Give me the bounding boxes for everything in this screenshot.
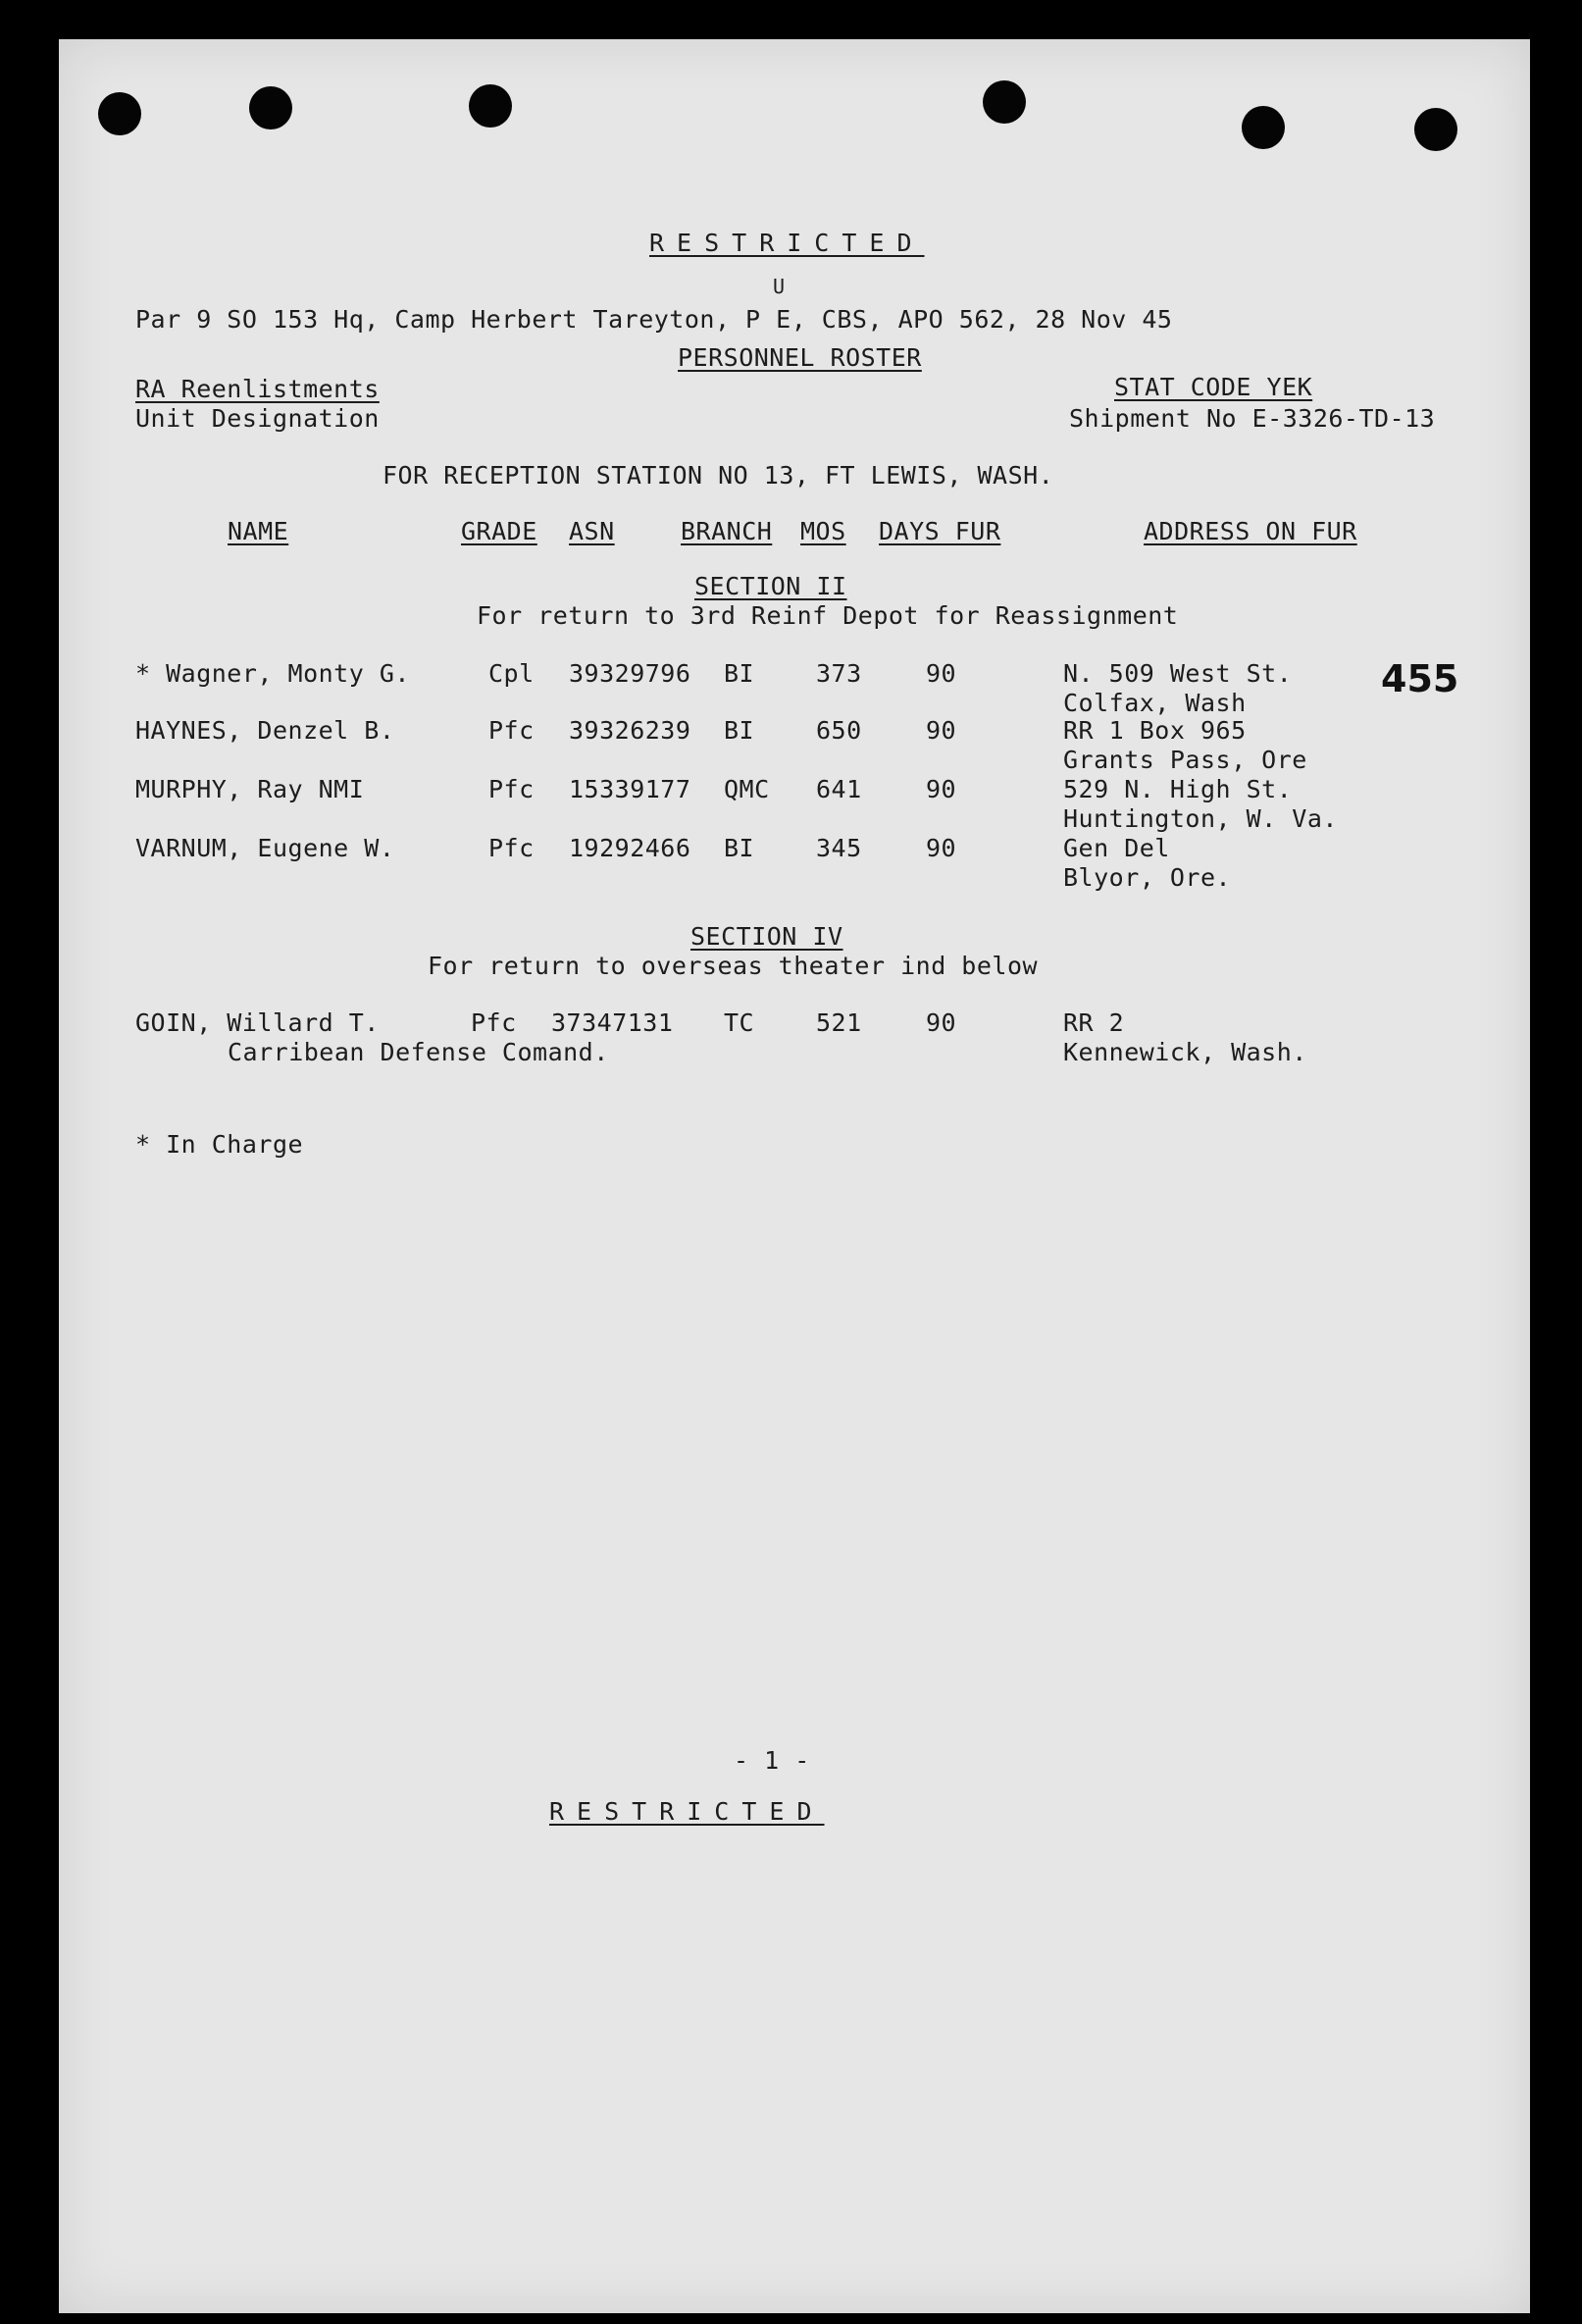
column-header-mos: MOS: [800, 517, 846, 545]
column-header-asn: ASN: [569, 517, 615, 545]
table-row-address-line1: 529 N. High St.: [1063, 775, 1293, 803]
unit-label: Unit Designation: [135, 404, 380, 433]
table-row-grade: Cpl: [488, 659, 535, 688]
column-header-days-fur: DAYS FUR: [879, 517, 1001, 545]
table-row-mos: 373: [816, 659, 862, 688]
section-ii-title: SECTION II: [694, 572, 847, 600]
table-row-grade: Pfc: [488, 775, 535, 803]
classification-bottom: RESTRICTED: [549, 1797, 825, 1826]
column-header-grade: GRADE: [461, 517, 537, 545]
table-row-address-line2: Kennewick, Wash.: [1063, 1038, 1307, 1066]
punch-hole: [469, 84, 512, 128]
table-row-days: 90: [926, 716, 957, 745]
table-row-branch: QMC: [724, 775, 770, 803]
table-row-address-line1: RR 1 Box 965: [1063, 716, 1247, 745]
footnote: * In Charge: [135, 1130, 304, 1159]
table-row-branch: BI: [724, 659, 755, 688]
punch-hole: [1414, 108, 1457, 151]
document-page: [59, 39, 1530, 2313]
table-row-address-line2: Huntington, W. Va.: [1063, 804, 1338, 833]
table-row-days: 90: [926, 775, 957, 803]
roster-title: PERSONNEL ROSTER: [678, 343, 922, 372]
table-row-address-line2: Blyor, Ore.: [1063, 863, 1232, 892]
classification-top: RESTRICTED: [649, 229, 925, 257]
table-row-mos: 641: [816, 775, 862, 803]
table-row-branch: TC: [724, 1008, 755, 1037]
section-iv-subtitle: For return to overseas theater ind below: [428, 952, 1039, 980]
table-row-name: GOIN, Willard T.: [135, 1008, 380, 1037]
table-row-grade: Pfc: [488, 834, 535, 862]
destination-line: FOR RECEPTION STATION NO 13, FT LEWIS, WASH.: [383, 461, 1054, 490]
page-number: - 1 -: [734, 1746, 810, 1775]
punch-hole: [98, 92, 141, 135]
order-line: Par 9 SO 153 Hq, Camp Herbert Tareyton, P E, CBS, APO 562, 28 Nov 45: [135, 305, 1173, 334]
table-row-name: * Wagner, Monty G.: [135, 659, 410, 688]
table-row-days: 90: [926, 1008, 957, 1037]
table-row-branch: BI: [724, 716, 755, 745]
table-row-asn: 39329796: [569, 659, 691, 688]
table-row-asn: 15339177: [569, 775, 691, 803]
unit-name: RA Reenlistments: [135, 375, 380, 403]
punch-hole: [1242, 106, 1285, 149]
table-row-name: VARNUM, Eugene W.: [135, 834, 395, 862]
table-row-grade: Pfc: [488, 716, 535, 745]
table-row-address-line1: N. 509 West St.: [1063, 659, 1293, 688]
table-row-address-line2: Colfax, Wash: [1063, 689, 1247, 717]
table-row-asn: 39326239: [569, 716, 691, 745]
shipment-number: Shipment No E-3326-TD-13: [1069, 404, 1436, 433]
table-row-asn: 37347131: [551, 1008, 674, 1037]
table-row-asn: 19292466: [569, 834, 691, 862]
table-row-name: HAYNES, Denzel B.: [135, 716, 395, 745]
punch-hole: [249, 86, 292, 129]
table-row-address-line1: Gen Del: [1063, 834, 1170, 862]
table-row-days: 90: [926, 659, 957, 688]
order-mark: U: [773, 275, 786, 298]
table-row-address-line2: Grants Pass, Ore: [1063, 746, 1307, 774]
table-row-mos: 345: [816, 834, 862, 862]
table-row-mos: 521: [816, 1008, 862, 1037]
table-row-days: 90: [926, 834, 957, 862]
stamp-number: 455: [1381, 657, 1459, 700]
punch-hole: [983, 80, 1026, 124]
stat-code: STAT CODE YEK: [1114, 373, 1313, 401]
table-row-mos: 650: [816, 716, 862, 745]
table-row-note: Carribean Defense Comand.: [228, 1038, 609, 1066]
table-row-branch: BI: [724, 834, 755, 862]
table-row-grade: Pfc: [471, 1008, 517, 1037]
column-header-address: ADDRESS ON FUR: [1144, 517, 1357, 545]
column-header-branch: BRANCH: [681, 517, 773, 545]
section-ii-subtitle: For return to 3rd Reinf Depot for Reassignment: [477, 601, 1179, 630]
table-row-name: MURPHY, Ray NMI: [135, 775, 365, 803]
table-row-address-line1: RR 2: [1063, 1008, 1125, 1037]
section-iv-title: SECTION IV: [690, 922, 843, 951]
column-header-name: NAME: [228, 517, 289, 545]
